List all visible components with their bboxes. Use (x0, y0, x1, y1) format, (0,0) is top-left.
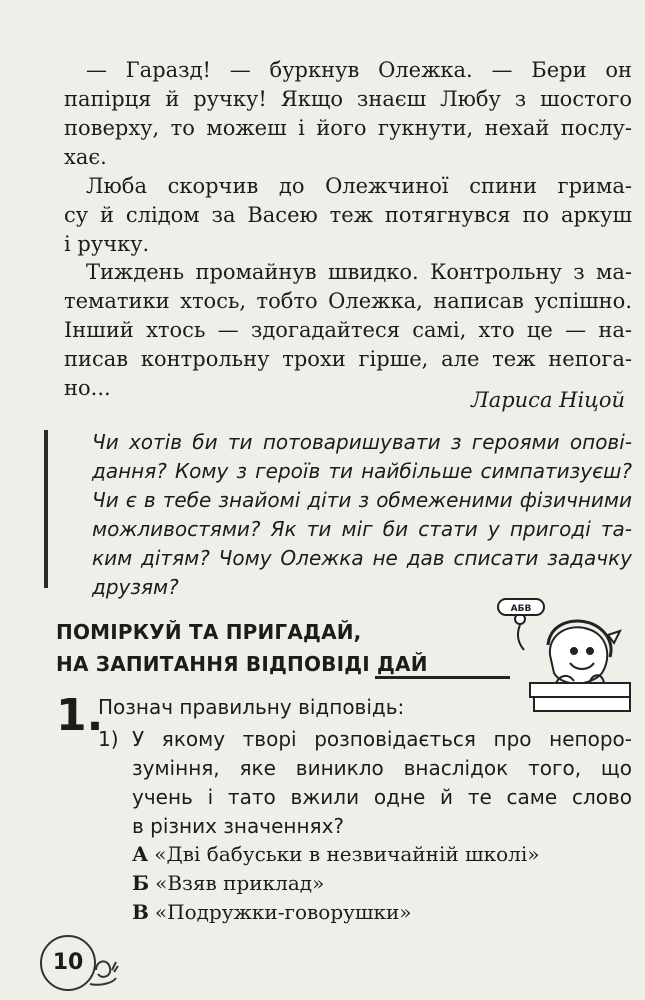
text-line: тематики хтось, тобто Олежка, написав успішно. (64, 289, 632, 313)
discussion-questions (92, 428, 632, 602)
text-line: і ручку. (64, 232, 150, 256)
question-line: ким дітям? Чому Олежка не дав списати задачку (92, 546, 632, 570)
question-line: можливостями? Як ти міг би стати у пригоді та- (92, 517, 632, 541)
subquestion-line: зуміння, яке виникло внаслідок того, що (132, 756, 632, 780)
story-author: Лариса Ніцой (471, 388, 625, 412)
answer-option-c (132, 900, 412, 924)
answer-option-a (132, 842, 540, 866)
text-line: но... (64, 376, 111, 400)
text-line: Інший хтось — здогадайтеся самі, хто це — на- (64, 318, 632, 342)
subquestion-line: в різних значеннях? (132, 814, 345, 838)
story-paragraph-1 (64, 56, 632, 172)
option-letter: А (132, 842, 149, 866)
option-text: «Дві бабуськи в незвичайній школі» (154, 842, 540, 866)
story-paragraph-3 (64, 258, 632, 403)
text-line: су й слідом за Васею теж потягнувся по аркуш (64, 203, 632, 227)
subquestion-line: У якому творі розповідається про непоро- (132, 727, 632, 751)
snail-icon (60, 940, 120, 990)
task-instruction: Познач правильну відповідь: (98, 695, 405, 719)
story-paragraph-2 (64, 172, 632, 259)
text-line: писав контрольну трохи гірше, але теж непога- (64, 347, 632, 371)
task-number: 1. (56, 690, 104, 741)
option-text: «Подружки-говорушки» (154, 900, 412, 924)
bubble-letters: АБВ (510, 604, 532, 614)
option-text: «Взяв приклад» (155, 871, 325, 895)
subquestion-line: учень і тато вжили одне й те саме слово (132, 785, 632, 809)
option-letter: В (132, 900, 149, 924)
section-heading-line-2: НА ЗАПИТАННЯ ВІДПОВІДІ ДАЙ (56, 652, 428, 676)
text-line: поверху, то можеш і його гукнути, нехай послу- (64, 116, 632, 140)
question-sidebar-line (44, 430, 48, 588)
subquestion-text (132, 725, 632, 841)
subquestion-number: 1) (98, 727, 119, 751)
text-line: папірця й ручку! Якщо знаєш Любу з шостого (64, 87, 632, 111)
text-line: Тиждень промайнув швидко. Контрольну з ма- (86, 260, 632, 284)
question-line: дання? Кому з героїв ти найбільше симпатизуєш? (92, 459, 632, 483)
page-number: 10 (40, 935, 96, 991)
question-line: друзям? (92, 575, 179, 599)
section-heading-line-1: ПОМІРКУЙ ТА ПРИГАДАЙ, (56, 620, 362, 644)
question-line: Чи є в тебе знайомі діти з обмеженими фізичними (92, 488, 632, 512)
option-letter: Б (132, 871, 150, 895)
question-line: Чи хотів би ти потоваришувати з героями опові- (92, 430, 632, 454)
text-line: — Гаразд! — буркнув Олежка. — Бери он (86, 58, 632, 82)
thinking-girl-illustration (490, 595, 635, 720)
text-line: Люба скорчив до Олежчиної спини грима- (86, 174, 632, 198)
answer-option-b (132, 871, 324, 895)
text-line: хає. (64, 145, 107, 169)
